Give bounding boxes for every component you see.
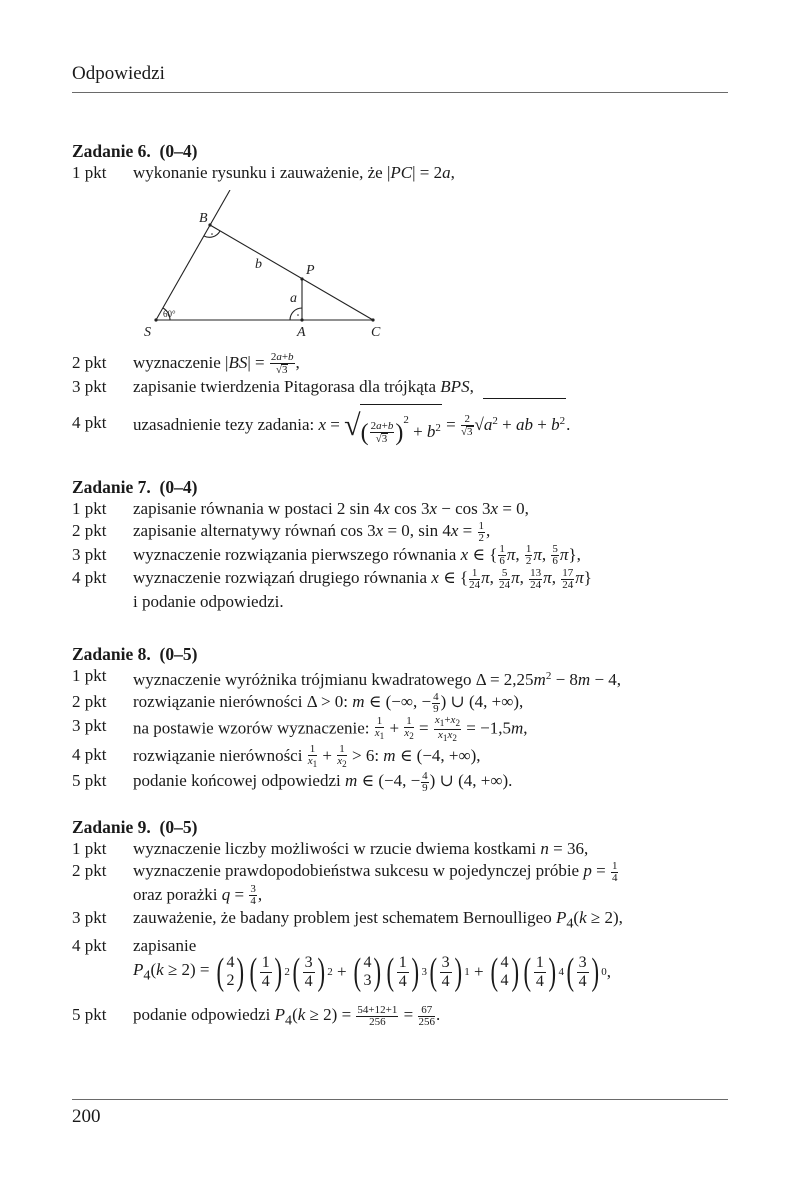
task-title [72, 643, 732, 665]
scoring-row [72, 838, 732, 860]
points-label: 2 pkt [72, 521, 107, 540]
running-header [72, 62, 728, 86]
scoring-row [72, 770, 732, 794]
bernoulli-formula: $P_4(k \ge 2)$ = ( 4 2 ) ( 1 4 ) 2 ( 3 4 ) 2 + ( 4 3 ) ( 1 4 ) 3 ( 3 4 ) 1 + ( 4 4 ) ( 1 4 ) 4 ( 3 4 ) 0 , [133, 951, 612, 993]
scoring-text: wyznaczenie prawdopodobieństwa sukcesu w pojedynczej próbie p = $\frac{1}{4}$ [133, 859, 618, 884]
scoring-row [72, 715, 732, 744]
point-S [154, 318, 157, 321]
scoring-continuation [72, 884, 732, 908]
task-label: Zadanie 7. [72, 477, 151, 497]
label-b: b [255, 257, 262, 272]
scoring-text: rozwiązanie nierówności $\frac{1}{x_1}$ + $\frac{1}{x_2}$ > 6: m ∈ (−4, +∞), [133, 742, 481, 770]
task-label: Zadanie 8. [72, 644, 151, 664]
scoring-row [72, 520, 732, 544]
task-title [72, 476, 732, 498]
task-title [72, 816, 732, 838]
scoring-text: wyznaczenie wyróżnika trójmianu kwadratowego $\Delta = 2,25m^2 - 8m - 4$, [133, 670, 622, 689]
right-angle-arc-A [290, 308, 302, 320]
scoring-row [72, 691, 732, 715]
label-C: C [371, 325, 381, 340]
task-points-range: (0–5) [159, 817, 198, 837]
task-9 [72, 816, 732, 957]
scoring-text: na postawie wzorów wyznaczenie: $\frac{1}{x_1}$ + $\frac{1}{x_2}$ = $\frac{x_1+x_2}{x_1x_2}$ = −1,5m, [133, 713, 528, 743]
points-label: 3 pkt [72, 544, 107, 564]
point-B [208, 223, 211, 226]
points-label: 3 pkt [72, 908, 107, 928]
scoring-text: podanie odpowiedzi $P_4(k \ge 2)$ = $\frac{54+12+1}{256}$ = $\frac{67}{256}$ . [133, 1003, 441, 1029]
scoring-text: zapisanie twierdzenia Pitagorasa dla trójkąta BPS, [133, 377, 474, 397]
task-points-range: (0–4) [159, 477, 198, 497]
line-SB-ray [156, 190, 230, 320]
scoring-row [72, 567, 732, 591]
scoring-row [72, 1002, 732, 1033]
scoring-row [72, 744, 732, 770]
scoring-row [72, 398, 732, 448]
points-label: 1 pkt [72, 666, 107, 685]
scoring-text: zauważenie, że badany problem jest schematem Bernoulligeo $P_4(k \ge 2)$, [133, 908, 623, 932]
points-label: 5 pkt [72, 771, 107, 791]
scoring-text: zapisanie równania w postaci 2 sin 4x cos 3x − cos 3x = 0, [133, 499, 529, 518]
scoring-row [72, 350, 732, 376]
scoring-row [72, 544, 732, 568]
scoring-text: zapisanie [133, 935, 197, 955]
scoring-row [72, 860, 732, 884]
continuation-text: i podanie odpowiedzi. [133, 591, 284, 611]
scoring-text: zapisanie alternatywy równań cos 3x = 0, sin 4x = $\frac{1}{2}$ , [133, 519, 491, 544]
points-label: 4 pkt [72, 568, 107, 588]
continuation-text: oraz porażki q = $\frac{3}{4}$ , [133, 883, 263, 908]
scoring-row [72, 376, 732, 398]
scoring-row [72, 498, 732, 520]
scoring-text: rozwiązanie nierówności Δ > 0: m ∈ (−∞, − $\frac{4}{9}$ ) ∪ (4, +∞), [133, 690, 524, 715]
footer-rule [72, 1099, 728, 1100]
points-label: 4 pkt [72, 935, 107, 955]
task-points-range: (0–5) [159, 644, 198, 664]
points-label: 2 pkt [72, 692, 107, 711]
task-label: Zadanie 9. [72, 817, 151, 837]
scoring-text: uzasadnienie tezy zadania: x = √( $\frac{2a+b}{√3}$ )$^2 + b^2$ = $\frac{2}{√3}$ $√a^2$ + ab + $b^2$. [133, 398, 732, 448]
task-6-continued [72, 350, 732, 448]
points-label: 4 pkt [72, 744, 107, 764]
label-S: S [144, 325, 151, 340]
points-label: 4 pkt [72, 413, 107, 433]
points-label: 1 pkt [72, 163, 107, 182]
scoring-row [72, 665, 732, 691]
label-P: P [306, 263, 315, 278]
scoring-row [72, 162, 732, 184]
header-rule [72, 92, 728, 93]
task-label: Zadanie 6. [72, 141, 151, 161]
label-A: A [297, 325, 306, 340]
scoring-continuation [72, 591, 732, 613]
points-label: 2 pkt [72, 353, 107, 372]
label-a: a [290, 291, 297, 306]
task-8 [72, 643, 732, 794]
label-angle-60: 60° [163, 309, 176, 319]
scoring-text: podanie końcowej odpowiedzi m ∈ (−4, − $\frac{4}{9}$ ) ∪ (4, +∞). [133, 769, 513, 794]
point-C [371, 318, 374, 321]
label-B: B [199, 211, 208, 226]
header-title: Odpowiedzi [72, 63, 165, 84]
scoring-text: wyznaczenie rozwiązania pierwszego równania x ∈ { $\frac{1}{6}$ π, $\frac{1}{2}$ π, $\frac{5}{6}$ π}, [133, 543, 581, 568]
scoring-text: wyznaczenie rozwiązań drugiego równania x ∈ { $\frac{1}{24}$ π, $\frac{5}{24}$ π, $\frac{13}{24}$ π, $\frac{17}{24}$ π} [133, 566, 592, 591]
task-title [72, 140, 732, 162]
scoring-text: wyznaczenie liczby możliwości w rzucie dwiema kostkami n = 36, [133, 839, 589, 858]
triangle-figure [130, 190, 400, 340]
scoring-text: wyznaczenie |BS| = $\frac{2a+b}{√3}$ , [133, 351, 300, 377]
task-7 [72, 476, 732, 613]
points-label: 2 pkt [72, 861, 107, 880]
page-number: 200 [72, 1106, 101, 1127]
task-9-final [72, 1002, 732, 1033]
point-A [300, 318, 303, 321]
points-label: 3 pkt [72, 715, 107, 735]
points-label: 1 pkt [72, 499, 107, 518]
points-label: 3 pkt [72, 377, 107, 397]
scoring-text: wykonanie rysunku i zauważenie, że |PC| = 2a, [133, 163, 455, 182]
points-label: 1 pkt [72, 839, 107, 858]
task-6 [72, 140, 732, 184]
scoring-row [72, 907, 732, 934]
point-P [300, 277, 303, 280]
task-points-range: (0–4) [159, 141, 198, 161]
points-label: 5 pkt [72, 1005, 107, 1024]
